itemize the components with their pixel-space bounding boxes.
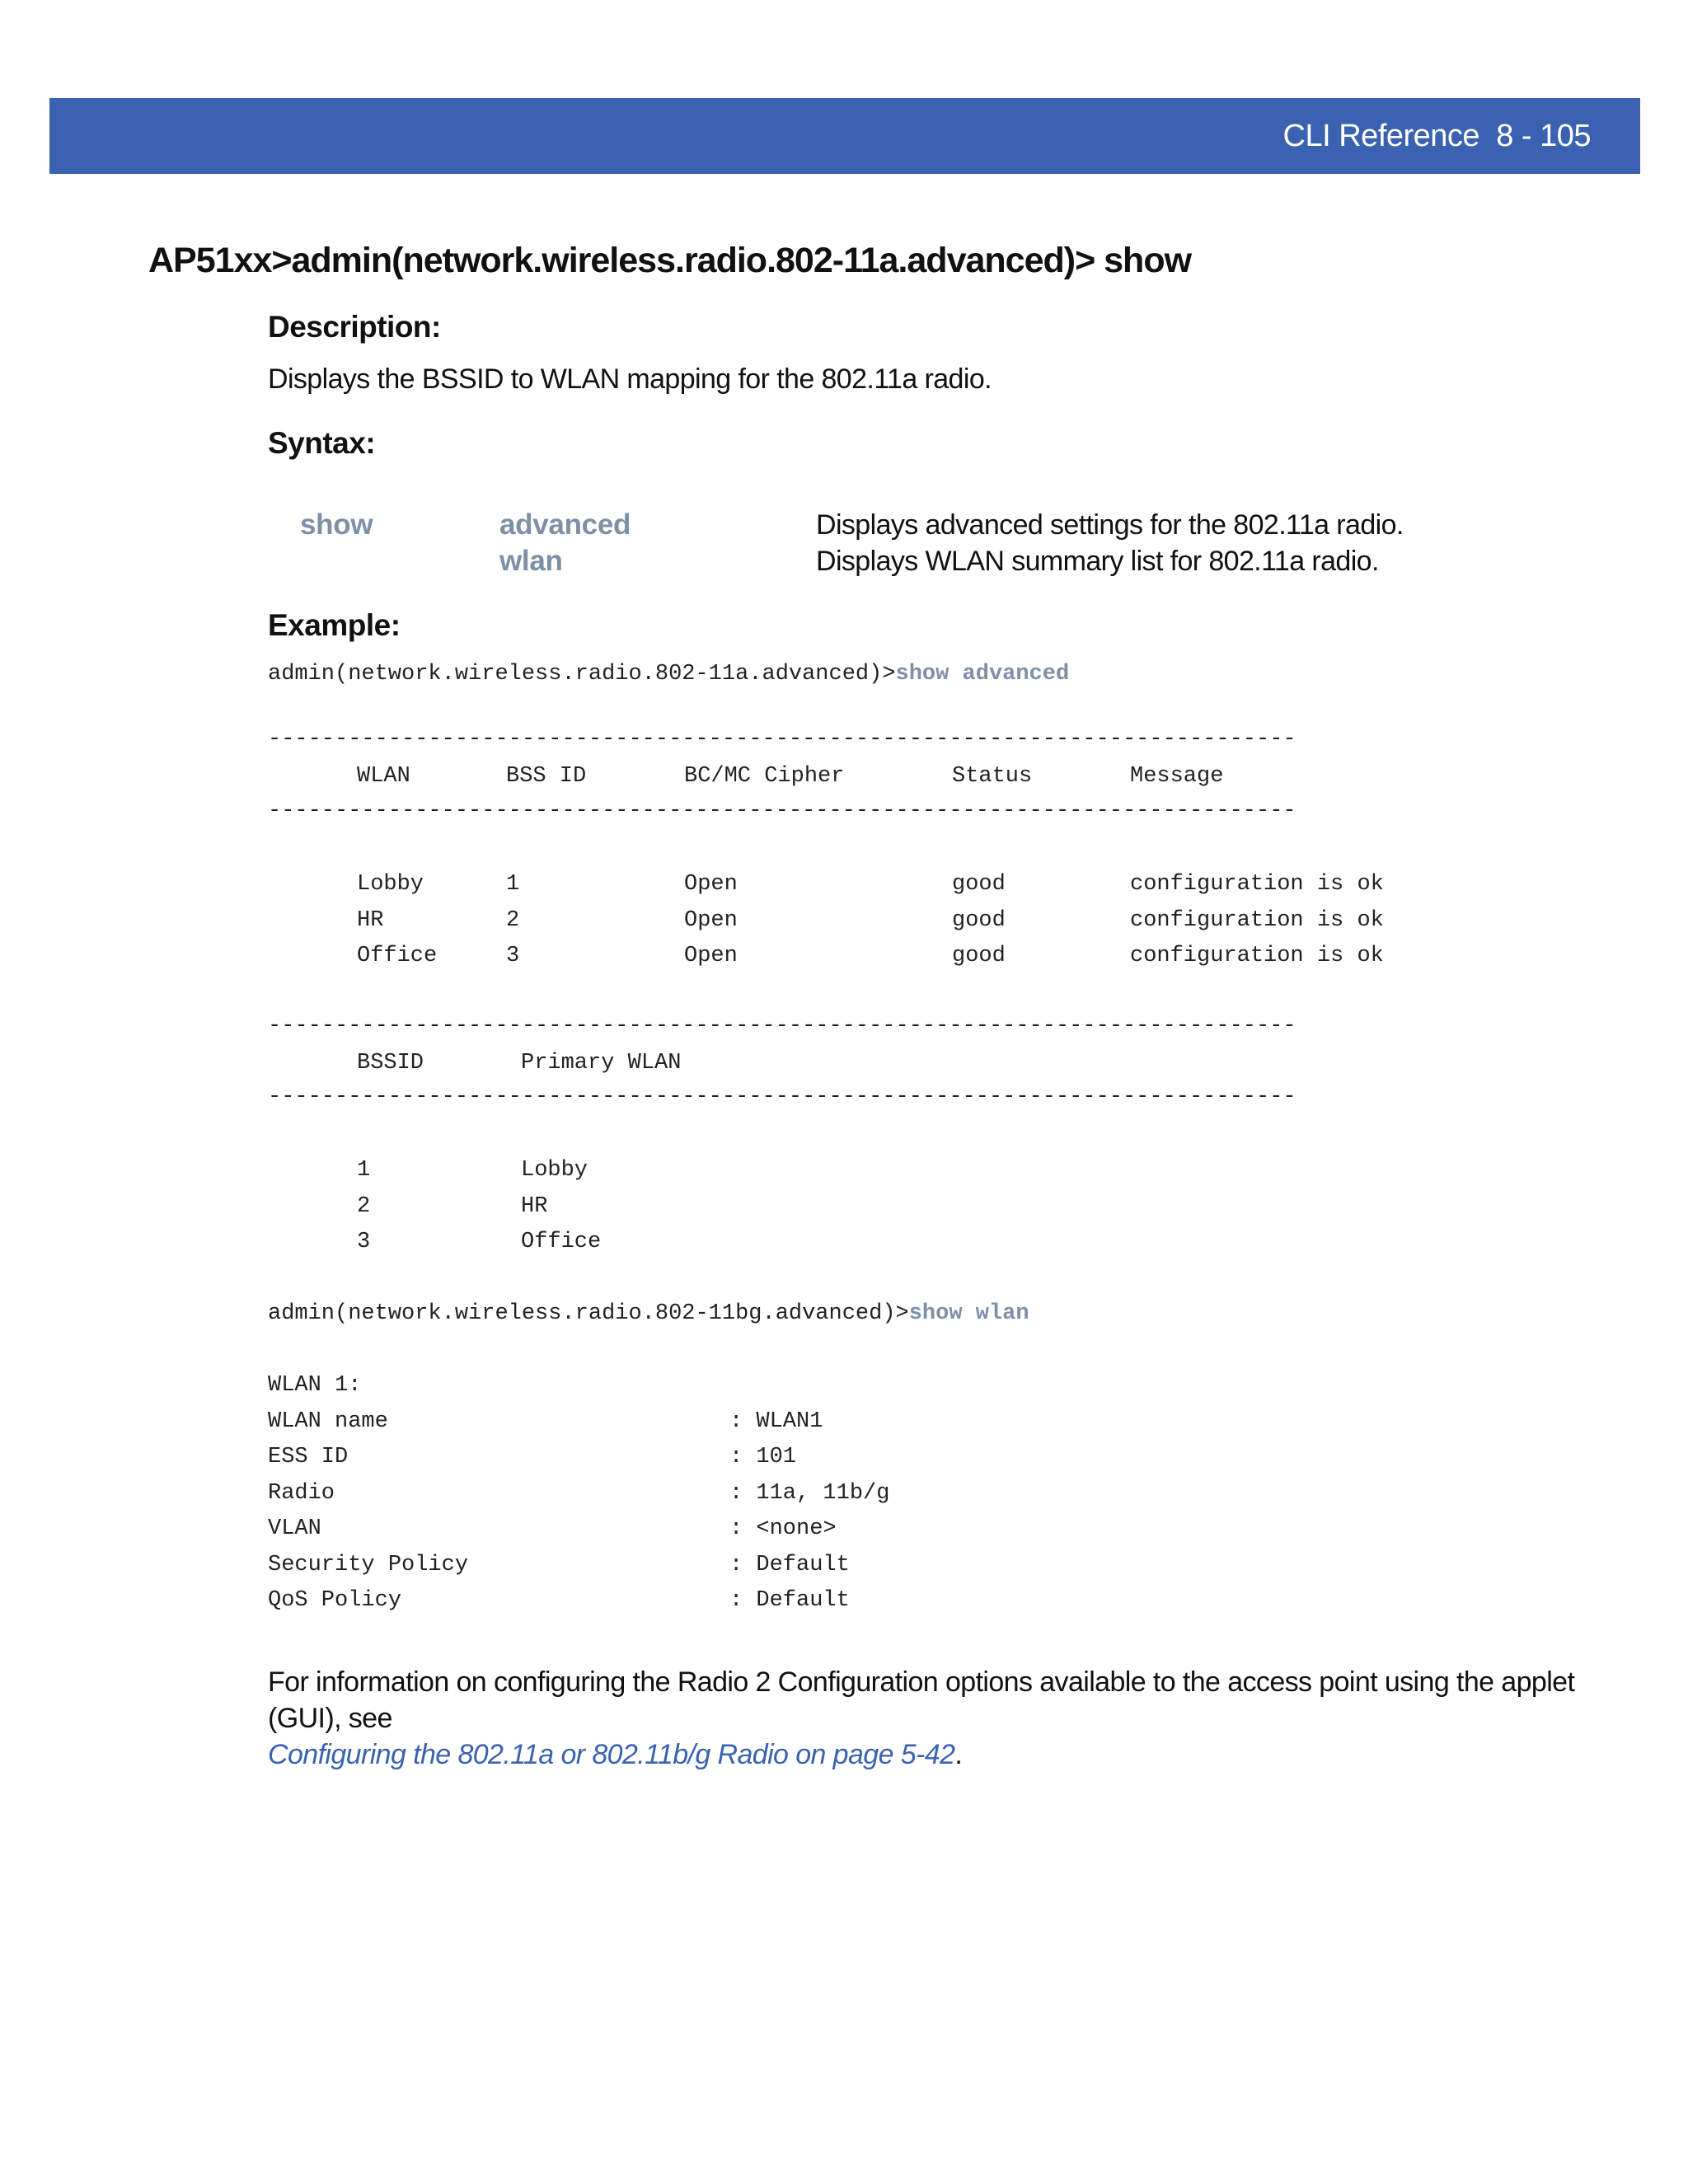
table1-cell: Office bbox=[357, 944, 438, 968]
header-section-title: CLI Reference bbox=[1282, 119, 1480, 153]
page-header-bar bbox=[49, 98, 1640, 174]
cross-reference-link[interactable]: Configuring the 802.11a or 802.11b/g Radio on page 5-42 bbox=[268, 1739, 955, 1770]
table2-cell: 2 bbox=[357, 1194, 371, 1219]
example-command-line-1 bbox=[268, 656, 1069, 692]
table1-header-message: Message bbox=[1130, 764, 1224, 789]
footer-note-end: . bbox=[954, 1739, 963, 1770]
wlan-label: WLAN 1: bbox=[268, 1373, 362, 1398]
table1-header-wlan: WLAN bbox=[357, 764, 410, 789]
footer-note-text: For information on configuring the Radio 2 Configuration options available to the access point using the applet (GUI), see bbox=[268, 1666, 1575, 1734]
wlan-field-key: ESS ID bbox=[268, 1445, 349, 1469]
syntax-param-advanced: advanced bbox=[499, 509, 631, 541]
cli-prompt: admin(network.wireless.radio.802-11bg.advanced)> bbox=[268, 1301, 909, 1326]
table1-cell: Open bbox=[684, 944, 738, 968]
table1-cell: HR bbox=[357, 908, 384, 933]
example-heading: Example: bbox=[268, 608, 401, 642]
syntax-param-wlan: wlan bbox=[499, 545, 563, 577]
divider-line: ----------------------------------------------------------------------------- bbox=[268, 1085, 1296, 1109]
divider-line: ----------------------------------------------------------------------------- bbox=[268, 799, 1296, 823]
wlan-field-key: VLAN bbox=[268, 1516, 321, 1541]
cli-command: show wlan bbox=[908, 1301, 1029, 1326]
table1-cell: configuration is ok bbox=[1130, 908, 1384, 933]
syntax-command: show bbox=[300, 509, 373, 541]
header-text bbox=[1283, 116, 1591, 156]
table2-cell: 1 bbox=[357, 1158, 371, 1183]
syntax-heading: Syntax: bbox=[268, 426, 376, 460]
table1-cell: configuration is ok bbox=[1130, 944, 1384, 968]
table1-cell: Open bbox=[684, 908, 738, 933]
wlan-field-value: : Default bbox=[729, 1553, 850, 1577]
page-title: AP51xx>admin(network.wireless.radio.802-11a.advanced)> show bbox=[148, 241, 1192, 280]
table2-cell: Lobby bbox=[521, 1158, 588, 1183]
wlan-field-value: : WLAN1 bbox=[729, 1409, 823, 1434]
description-text: Displays the BSSID to WLAN mapping for the 802.11a radio. bbox=[268, 363, 992, 395]
table1-header-bssid: BSS ID bbox=[506, 764, 587, 789]
wlan-field-key: Radio bbox=[268, 1481, 335, 1506]
table1-cell: 1 bbox=[506, 872, 520, 897]
table1-header-status: Status bbox=[952, 764, 1033, 789]
table1-header-cipher: BC/MC Cipher bbox=[684, 764, 845, 789]
table1-cell: Lobby bbox=[357, 872, 424, 897]
example-command-line-2 bbox=[268, 1296, 1029, 1332]
wlan-field-key: QoS Policy bbox=[268, 1588, 402, 1613]
table2-cell: 3 bbox=[357, 1230, 371, 1254]
cli-command: show advanced bbox=[895, 662, 1070, 687]
wlan-field-value: : <none> bbox=[729, 1516, 837, 1541]
table1-cell: good bbox=[952, 872, 1006, 897]
cli-prompt: admin(network.wireless.radio.802-11a.advanced)> bbox=[268, 662, 896, 687]
table2-header-primary-wlan: Primary WLAN bbox=[521, 1051, 682, 1076]
wlan-field-value: : Default bbox=[729, 1588, 850, 1613]
divider-line: ----------------------------------------------------------------------------- bbox=[268, 1014, 1296, 1038]
description-heading: Description: bbox=[268, 310, 441, 344]
table2-cell: Office bbox=[521, 1230, 602, 1254]
syntax-desc-advanced: Displays advanced settings for the 802.11a radio. bbox=[816, 509, 1404, 541]
wlan-field-key: Security Policy bbox=[268, 1553, 469, 1577]
table1-cell: Open bbox=[684, 872, 738, 897]
table1-cell: 2 bbox=[506, 908, 520, 933]
table1-cell: good bbox=[952, 908, 1006, 933]
wlan-field-value: : 101 bbox=[729, 1445, 797, 1469]
wlan-field-key: WLAN name bbox=[268, 1409, 388, 1434]
syntax-desc-wlan: Displays WLAN summary list for 802.11a radio. bbox=[816, 546, 1379, 577]
divider-line: ----------------------------------------------------------------------------- bbox=[268, 727, 1296, 752]
table1-cell: good bbox=[952, 944, 1006, 968]
table2-header-bssid: BSSID bbox=[357, 1051, 424, 1076]
table2-cell: HR bbox=[521, 1194, 548, 1219]
wlan-field-value: : 11a, 11b/g bbox=[729, 1481, 890, 1506]
table1-cell: configuration is ok bbox=[1130, 872, 1384, 897]
header-page-number: 8 - 105 bbox=[1496, 119, 1591, 153]
table1-cell: 3 bbox=[506, 944, 520, 968]
footer-note bbox=[268, 1664, 1653, 1773]
